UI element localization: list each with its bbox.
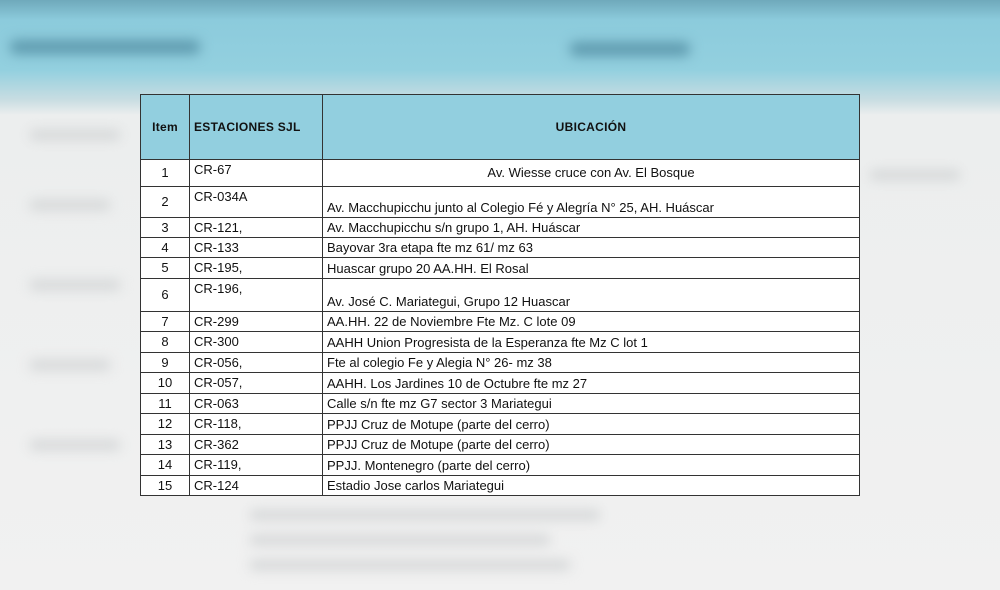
row-location: PPJJ Cruz de Motupe (parte del cerro) xyxy=(323,414,860,435)
row-item: 1 xyxy=(141,160,190,187)
row-location: AAHH. Los Jardines 10 de Octubre fte mz 27 xyxy=(323,373,860,394)
row-station: CR-119, xyxy=(190,455,323,476)
header-location: UBICACIÓN xyxy=(323,95,860,160)
table-header-row xyxy=(141,95,860,160)
row-location: Av. Macchupicchu s/n grupo 1, AH. Huáscar xyxy=(323,218,860,238)
table-row xyxy=(141,476,860,496)
row-station: CR-196, xyxy=(190,279,323,312)
header-item: Item xyxy=(141,95,190,160)
table-row xyxy=(141,394,860,414)
table-row xyxy=(141,218,860,238)
row-location: Av. José C. Mariategui, Grupo 12 Huascar xyxy=(323,279,860,312)
row-station: CR-300 xyxy=(190,332,323,353)
row-station: CR-195, xyxy=(190,258,323,279)
row-station: CR-057, xyxy=(190,373,323,394)
row-location: Av. Macchupicchu junto al Colegio Fé y Alegría N° 25, AH. Huáscar xyxy=(323,187,860,218)
row-station: CR-063 xyxy=(190,394,323,414)
table-row xyxy=(141,238,860,258)
row-item: 12 xyxy=(141,414,190,435)
header-station: ESTACIONES SJL xyxy=(190,95,323,160)
row-station: CR-124 xyxy=(190,476,323,496)
row-item: 2 xyxy=(141,187,190,218)
row-item: 13 xyxy=(141,435,190,455)
row-item: 3 xyxy=(141,218,190,238)
row-station: CR-299 xyxy=(190,312,323,332)
row-item: 6 xyxy=(141,279,190,312)
table-row xyxy=(141,373,860,394)
row-location: Huascar grupo 20 AA.HH. El Rosal xyxy=(323,258,860,279)
table-row xyxy=(141,435,860,455)
row-station: CR-133 xyxy=(190,238,323,258)
row-item: 4 xyxy=(141,238,190,258)
table-row xyxy=(141,353,860,373)
table-row xyxy=(141,279,860,312)
row-station: CR-362 xyxy=(190,435,323,455)
table-row xyxy=(141,332,860,353)
row-item: 11 xyxy=(141,394,190,414)
row-location: AAHH Union Progresista de la Esperanza fte Mz C lot 1 xyxy=(323,332,860,353)
row-location: PPJJ Cruz de Motupe (parte del cerro) xyxy=(323,435,860,455)
table-row xyxy=(141,160,860,187)
table-row xyxy=(141,455,860,476)
table-row xyxy=(141,312,860,332)
table-row xyxy=(141,187,860,218)
row-location: AA.HH. 22 de Noviembre Fte Mz. C lote 09 xyxy=(323,312,860,332)
row-station: CR-121, xyxy=(190,218,323,238)
row-item: 10 xyxy=(141,373,190,394)
row-station: CR-118, xyxy=(190,414,323,435)
table-row xyxy=(141,258,860,279)
row-item: 9 xyxy=(141,353,190,373)
row-item: 8 xyxy=(141,332,190,353)
row-location: PPJJ. Montenegro (parte del cerro) xyxy=(323,455,860,476)
row-location: Estadio Jose carlos Mariategui xyxy=(323,476,860,496)
row-station: CR-034A xyxy=(190,187,323,218)
row-item: 15 xyxy=(141,476,190,496)
row-station: CR-056, xyxy=(190,353,323,373)
row-location: Calle s/n fte mz G7 sector 3 Mariategui xyxy=(323,394,860,414)
row-location: Bayovar 3ra etapa fte mz 61/ mz 63 xyxy=(323,238,860,258)
row-location: Av. Wiesse cruce con Av. El Bosque xyxy=(323,160,860,187)
stations-table xyxy=(140,94,860,496)
row-location: Fte al colegio Fe y Alegia N° 26- mz 38 xyxy=(323,353,860,373)
row-item: 14 xyxy=(141,455,190,476)
row-item: 7 xyxy=(141,312,190,332)
row-station: CR-67 xyxy=(190,160,323,187)
table-row xyxy=(141,414,860,435)
row-item: 5 xyxy=(141,258,190,279)
